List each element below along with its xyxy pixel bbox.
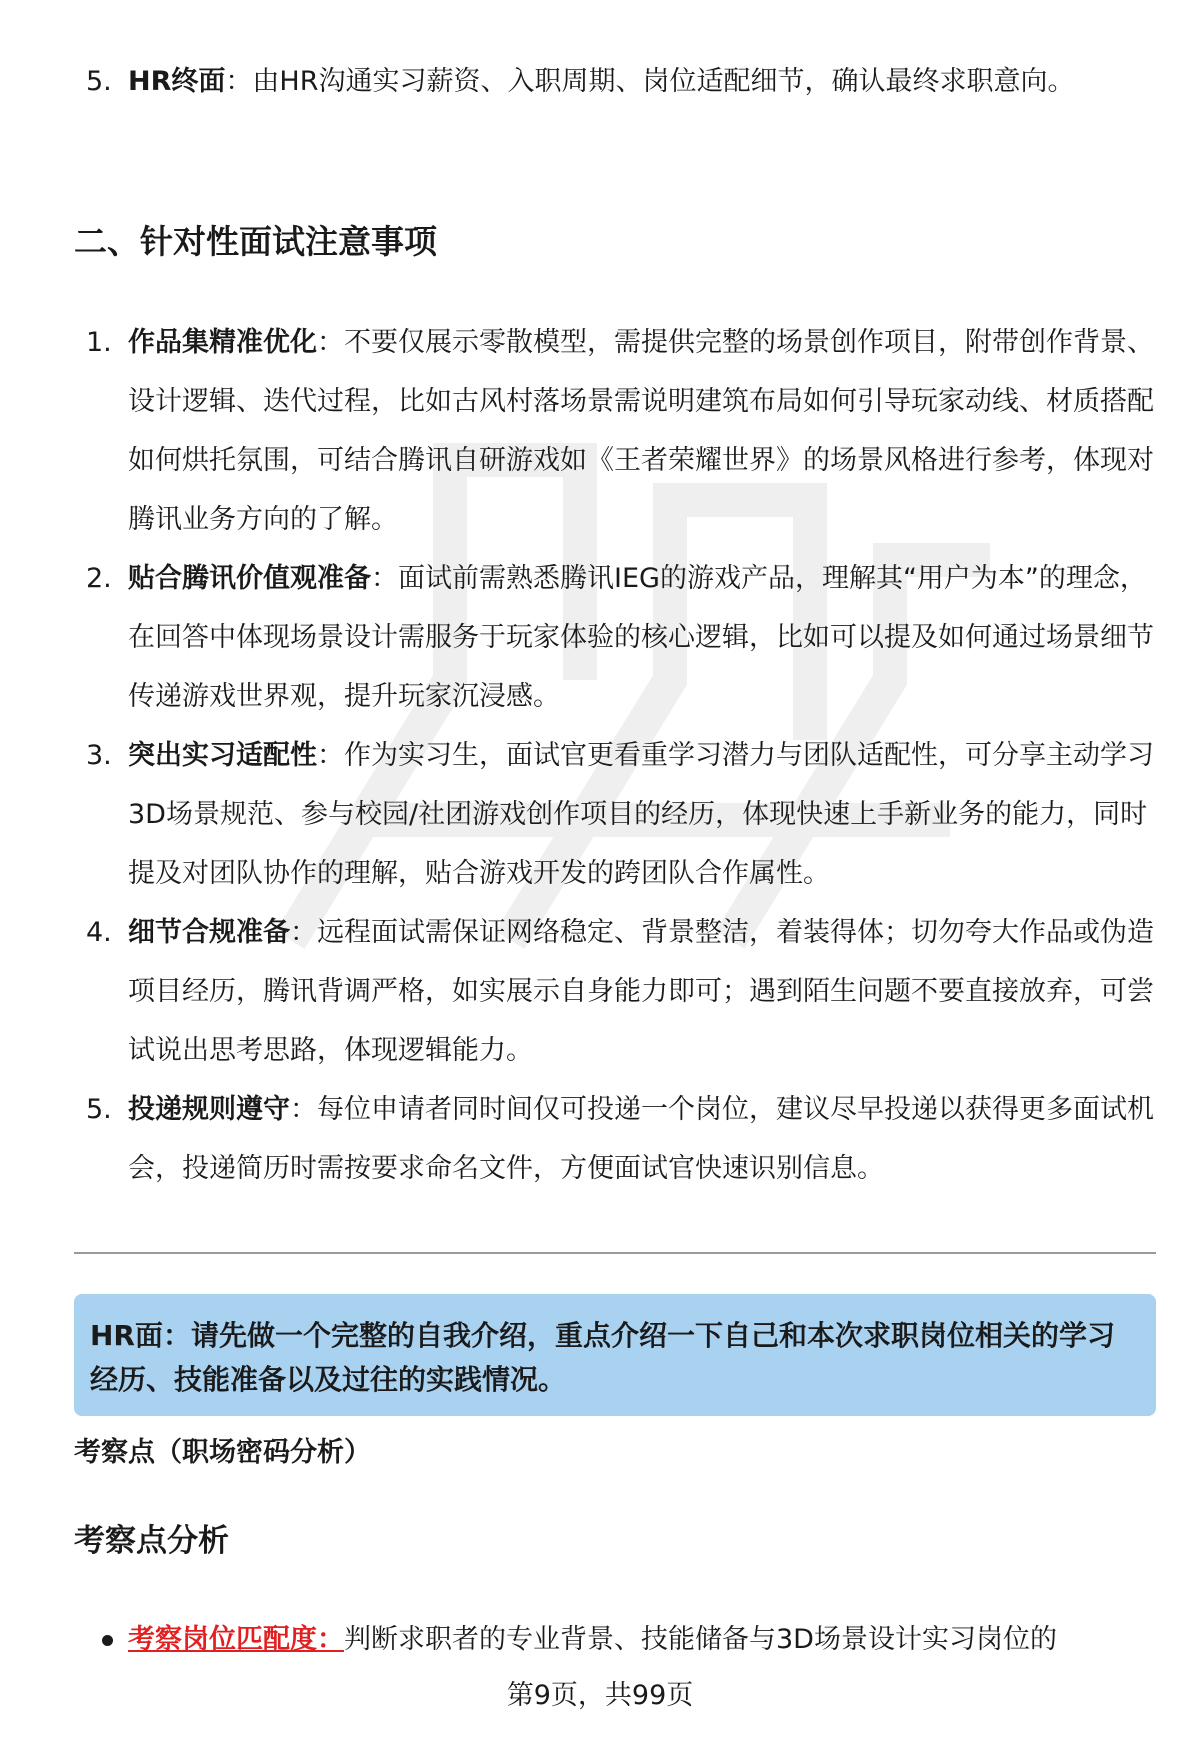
bullet-dot-icon [102,1635,113,1646]
item-separator: ： [317,740,344,771]
bullet-text: 判断求职者的专业背景、技能储备与3D场景设计实习岗位的 [344,1624,1057,1655]
item-number: 4. [86,917,112,948]
item-term: HR终面 [128,66,226,97]
list-item [74,726,1154,903]
item-number: 5. [86,1094,112,1125]
interview-tips-list [74,313,1154,1198]
list-item [74,313,1154,549]
item-term: 突出实习适配性 [128,740,317,771]
analysis-heading: 考察点分析 [74,1523,229,1559]
item-text: 由HR沟通实习薪资、入职周期、岗位适配细节，确认最终求职意向。 [252,66,1075,97]
section-heading: 二、针对性面试注意事项 [74,222,437,261]
item-separator: ： [225,66,253,97]
item-number: 2. [86,563,112,594]
item-separator: ： [317,327,344,358]
assessment-label: 考察点（职场密码分析） [74,1437,371,1468]
item-text: 每位申请者同时间仅可投递一个岗位，建议尽早投递以获得更多面试机会，投递简历时需按要求命名文件，方便面试官快速识别信息。 [128,1094,1154,1184]
item-separator: ： [290,917,317,948]
item-number: 3. [86,740,112,771]
item-term: 投递规则遵守 [128,1094,290,1125]
question-text: HR面：请先做一个完整的自我介绍，重点介绍一下自己和本次求职岗位相关的学习经历、技能准备以及过往的实践情况。 [90,1319,1115,1396]
item-term: 细节合规准备 [128,917,290,948]
item-term: 作品集精准优化 [128,327,317,358]
item-text: 不要仅展示零散模型，需提供完整的场景创作项目，附带创作背景、设计逻辑、迭代过程，比如古风村落场景需说明建筑布局如何引导玩家动线、材质搭配如何烘托氛围，可结合腾讯自研游戏如《王者荣耀世界》的场景风格进行参考，体现对腾讯业务方向的了解。 [128,327,1154,535]
list-item [74,549,1154,726]
divider [74,1252,1156,1254]
list-item [74,52,1154,111]
item-separator: ： [371,563,398,594]
bullet-item [128,1610,1158,1669]
item-number: 5. [86,66,112,97]
page-footer: 第9页，共99页 [506,1680,694,1711]
interview-process-list [74,52,1154,111]
item-separator: ： [290,1094,317,1125]
item-number: 1. [86,327,112,358]
item-term: 贴合腾讯价值观准备 [128,563,371,594]
item-text: 作为实习生，面试官更看重学习潜力与团队适配性，可分享主动学习3D场景规范、参与校园/社团游戏创作项目的经历，体现快速上手新业务的能力，同时提及对团队协作的理解，贴合游戏开发的跨团队合作属性。 [128,740,1154,889]
question-box [74,1294,1156,1416]
item-text: 面试前需熟悉腾讯IEG的游戏产品，理解其“用户为本”的理念，在回答中体现场景设计需服务于玩家体验的核心逻辑，比如可以提及如何通过场景细节传递游戏世界观，提升玩家沉浸感。 [128,563,1154,712]
list-item [74,903,1154,1080]
bullet-term: 考察岗位匹配度： [128,1624,344,1655]
item-text: 远程面试需保证网络稳定、背景整洁，着装得体；切勿夸大作品或伪造项目经历，腾讯背调严格，如实展示自身能力即可；遇到陌生问题不要直接放弃，可尝试说出思考思路，体现逻辑能力。 [128,917,1154,1066]
list-item [74,1080,1154,1198]
